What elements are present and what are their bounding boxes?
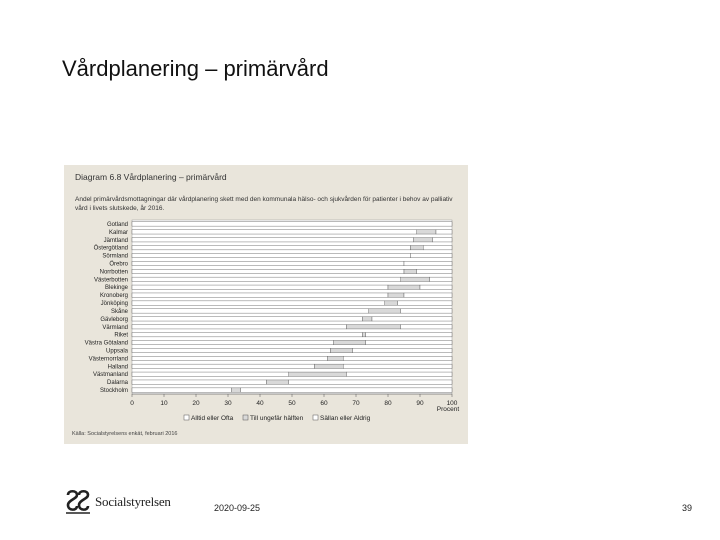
x-tick-label: 50 <box>288 400 296 407</box>
bar-segment-2 <box>401 277 430 281</box>
bar-segment-2 <box>414 238 433 242</box>
bar-segment-3 <box>366 333 452 337</box>
bar-segment-1 <box>132 317 362 321</box>
bar-segment-1 <box>132 372 289 376</box>
bar-segment-3 <box>353 348 452 352</box>
bar-segment-2 <box>346 325 400 329</box>
category-label: Riket <box>114 332 128 339</box>
x-tick-label: 10 <box>160 400 168 407</box>
footer-date: 2020-09-25 <box>214 503 261 513</box>
category-label: Norrbotten <box>99 269 128 276</box>
bar-segment-1 <box>132 380 266 384</box>
logo-text: Socialstyrelsen <box>95 494 171 509</box>
chart-panel <box>64 165 468 444</box>
category-label: Sörmland <box>102 253 128 260</box>
socialstyrelsen-logo <box>64 488 171 516</box>
bar-segment-1 <box>132 253 410 257</box>
bar-segment-1 <box>132 230 417 234</box>
bar-segment-2 <box>289 372 347 376</box>
category-label: Östergötland <box>93 245 128 252</box>
category-label: Dalarna <box>106 380 128 387</box>
x-tick-label: 20 <box>192 400 200 407</box>
bar-segment-3 <box>433 238 452 242</box>
x-tick-label: 30 <box>224 400 232 407</box>
x-tick-label: 100 <box>446 400 458 407</box>
bar-segment-3 <box>404 261 452 265</box>
bar-segment-1 <box>132 356 327 360</box>
bar-segment-3 <box>289 380 452 384</box>
bar-segment-2 <box>327 356 343 360</box>
bar-segment-1 <box>132 261 404 265</box>
bar-segment-2 <box>314 364 343 368</box>
bar-segment-3 <box>366 340 452 344</box>
category-label: Uppsala <box>105 348 128 355</box>
category-label: Värmland <box>102 324 128 331</box>
bar-segment-3 <box>401 309 452 313</box>
bar-segment-1 <box>132 325 346 329</box>
bar-segment-2 <box>388 293 404 297</box>
category-label: Örebro <box>109 261 128 268</box>
bar-segment-1 <box>132 222 452 226</box>
bar-segment-2 <box>417 230 436 234</box>
bar-segment-3 <box>420 285 452 289</box>
bar-segment-1 <box>132 348 330 352</box>
bar-segment-1 <box>132 277 401 281</box>
chart-heading: Diagram 6.8 Vårdplanering – primärvård <box>75 172 227 182</box>
bar-segment-1 <box>132 269 404 273</box>
bar-segment-2 <box>362 333 365 337</box>
bar-segment-1 <box>132 246 410 250</box>
category-label: Skåne <box>110 308 128 315</box>
legend-label: Alltid eller Ofta <box>191 415 234 422</box>
bar-segment-1 <box>132 364 314 368</box>
category-label: Kronoberg <box>99 293 128 300</box>
bar-segment-2 <box>385 301 398 305</box>
bar-segment-3 <box>398 301 452 305</box>
bar-segment-1 <box>132 293 388 297</box>
legend-label: Till ungefär hälften <box>250 415 304 422</box>
x-axis-label: Procent <box>436 406 460 413</box>
bar-segment-1 <box>132 340 334 344</box>
x-tick-label: 70 <box>352 400 360 407</box>
category-label: Västra Götaland <box>84 340 128 347</box>
bar-segment-2 <box>410 246 423 250</box>
page-number: 39 <box>682 503 693 513</box>
bar-segment-3 <box>372 317 452 321</box>
bar-segment-1 <box>132 301 385 305</box>
x-tick-label: 0 <box>130 400 134 407</box>
legend-swatch-2 <box>243 415 248 420</box>
chart-subtitle: Andel primärvårdsmottagningar där vårdplanering skett med den kommunala hälso- och sjukvården för patienter i behov av palliativ vård i livets slutskede, år 2016. <box>75 196 453 212</box>
bar-segment-3 <box>430 277 452 281</box>
category-label: Kalmar <box>108 229 128 236</box>
bar-segment-2 <box>330 348 352 352</box>
bar-segment-3 <box>346 372 452 376</box>
category-label: Jönköping <box>100 301 128 308</box>
bar-segment-1 <box>132 238 414 242</box>
bar-segment-3 <box>417 269 452 273</box>
bar-segment-1 <box>132 388 231 392</box>
x-tick-label: 90 <box>416 400 424 407</box>
bar-segment-3 <box>423 246 452 250</box>
category-label: Västernorrland <box>88 356 128 363</box>
bar-segment-3 <box>241 388 452 392</box>
bar-segment-3 <box>404 293 452 297</box>
category-label: Halland <box>107 364 128 371</box>
bar-segment-2 <box>231 388 241 392</box>
bar-segment-2 <box>369 309 401 313</box>
bar-segment-1 <box>132 333 362 337</box>
slide-title: Vårdplanering – primärvård <box>62 56 329 81</box>
bar-segment-2 <box>334 340 366 344</box>
bar-segment-3 <box>410 253 452 257</box>
bar-segment-2 <box>362 317 372 321</box>
bar-segment-1 <box>132 285 388 289</box>
bar-chart <box>64 165 468 444</box>
bar-segment-3 <box>436 230 452 234</box>
x-tick-label: 60 <box>320 400 328 407</box>
legend-swatch-3 <box>313 415 318 420</box>
bar-segment-2 <box>388 285 420 289</box>
bar-segment-2 <box>404 269 417 273</box>
x-tick-label: 80 <box>384 400 392 407</box>
bar-segment-3 <box>343 356 452 360</box>
category-label: Stockholm <box>99 388 128 395</box>
legend-swatch-1 <box>184 415 189 420</box>
bar-segment-2 <box>266 380 288 384</box>
x-tick-label: 40 <box>256 400 264 407</box>
chart-source: Källa: Socialstyrelsens enkät, februari 2016 <box>72 431 178 437</box>
category-label: Gotland <box>106 221 128 228</box>
category-label: Västmanland <box>92 372 128 379</box>
bar-segment-3 <box>343 364 452 368</box>
bar-segment-3 <box>401 325 452 329</box>
category-label: Västerbotten <box>93 277 128 284</box>
logo-emblem-icon <box>64 489 92 515</box>
category-label: Gävleborg <box>100 316 128 323</box>
legend-label: Sällan eller Aldrig <box>320 415 371 422</box>
bar-segment-1 <box>132 309 369 313</box>
category-label: Blekinge <box>104 285 128 292</box>
category-label: Jämtland <box>103 237 128 244</box>
